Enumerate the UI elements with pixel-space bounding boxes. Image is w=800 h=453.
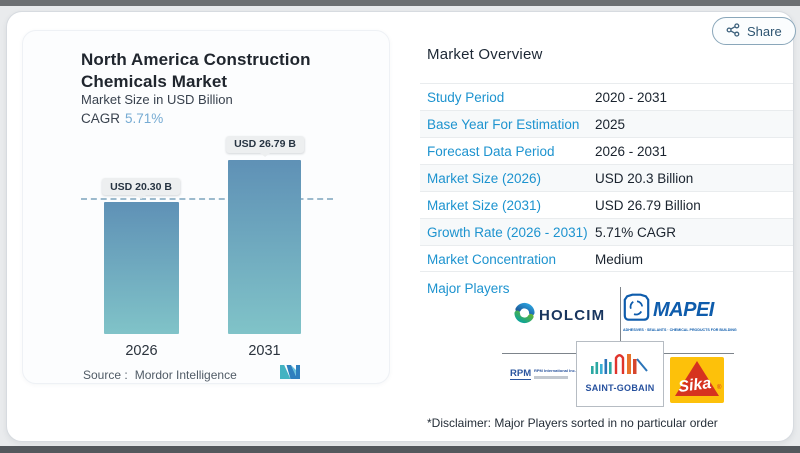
market-overview-title: Market Overview: [427, 46, 543, 63]
row-label: Base Year For Estimation: [427, 117, 580, 132]
table-row: [420, 83, 793, 110]
row-value: 2026 - 2031: [595, 144, 668, 159]
table-row: [420, 137, 793, 164]
row-label: Growth Rate (2026 - 2031): [427, 225, 588, 240]
mapei-wordmark: MAPEI: [653, 298, 714, 321]
cagr-label: CAGR: [81, 111, 121, 126]
holcim-icon: [513, 301, 536, 330]
major-players-label: Major Players: [427, 281, 510, 296]
share-button[interactable]: [712, 17, 796, 45]
page-edge-top: [0, 0, 800, 6]
source-label: Source :: [83, 368, 128, 382]
table-row: [420, 164, 793, 191]
share-icon: [726, 23, 740, 40]
cagr-value: 5.71%: [125, 111, 164, 126]
table-row: [420, 110, 793, 137]
chart-subtitle: Market Size in USD Billion: [81, 92, 233, 107]
row-value: 2020 - 2031: [595, 90, 668, 105]
bar-2026[interactable]: [104, 202, 179, 334]
mordor-intelligence-logo-icon: [279, 364, 303, 385]
players-vertical-divider: [620, 287, 621, 343]
row-value: 2025: [595, 117, 626, 132]
page-edge-bottom: [0, 446, 800, 453]
row-label: Market Concentration: [427, 252, 557, 267]
rpm-wordmark: RPM: [510, 368, 532, 379]
source-value: Mordor Intelligence: [134, 368, 237, 382]
row-label: Study Period: [427, 90, 505, 105]
share-button-label: Share: [747, 23, 782, 39]
row-value: Medium: [595, 252, 644, 267]
holcim-logo: [513, 301, 605, 330]
players-horizontal-divider-left: [502, 353, 576, 354]
saint-gobain-wordmark: SAINT-GOBAIN: [585, 383, 655, 393]
row-value: USD 26.79 Billion: [595, 198, 701, 213]
rpm-tagline-bar: [534, 376, 568, 379]
saint-gobain-logo: [576, 341, 664, 407]
row-label: Forecast Data Period: [427, 144, 555, 159]
bar-value-label-2026: USD 20.30 B: [102, 178, 180, 195]
x-axis-label-2031: 2031: [248, 343, 281, 359]
saint-gobain-skyline-icon: [588, 349, 652, 381]
mapei-tagline: ADHESIVES · SEALANTS · CHEMICAL PRODUCTS FOR BUILDING: [623, 328, 737, 333]
svg-text:®: ®: [717, 385, 722, 391]
row-value: USD 20.3 Billion: [595, 171, 694, 186]
table-row: [420, 245, 793, 272]
players-horizontal-divider-right: [664, 353, 734, 354]
table-row: [420, 218, 793, 245]
bar-value-label-2031: USD 26.79 B: [226, 136, 304, 153]
bar-2031[interactable]: [228, 160, 301, 334]
sika-wordmark: Sika: [677, 375, 713, 396]
chart-card: [22, 30, 390, 384]
x-axis-label-2026: 2026: [125, 343, 158, 359]
overview-table: [420, 83, 793, 272]
table-row: [420, 191, 793, 218]
rpm-subtext: RPM International Inc.: [534, 369, 587, 379]
cagr-line: [81, 111, 163, 126]
mapei-logo: [623, 293, 737, 334]
row-label: Market Size (2031): [427, 198, 542, 213]
mapei-icon: [623, 293, 650, 327]
row-label: Market Size (2026): [427, 171, 542, 186]
row-value: 5.71% CAGR: [595, 225, 677, 240]
sika-logo: [670, 357, 724, 403]
disclaimer-text: *Disclaimer: Major Players sorted in no particular order: [427, 416, 718, 430]
holcim-wordmark: HOLCIM: [539, 307, 606, 324]
source-line: [83, 368, 237, 382]
chart-title: North America Construction Chemicals Market: [81, 50, 311, 92]
